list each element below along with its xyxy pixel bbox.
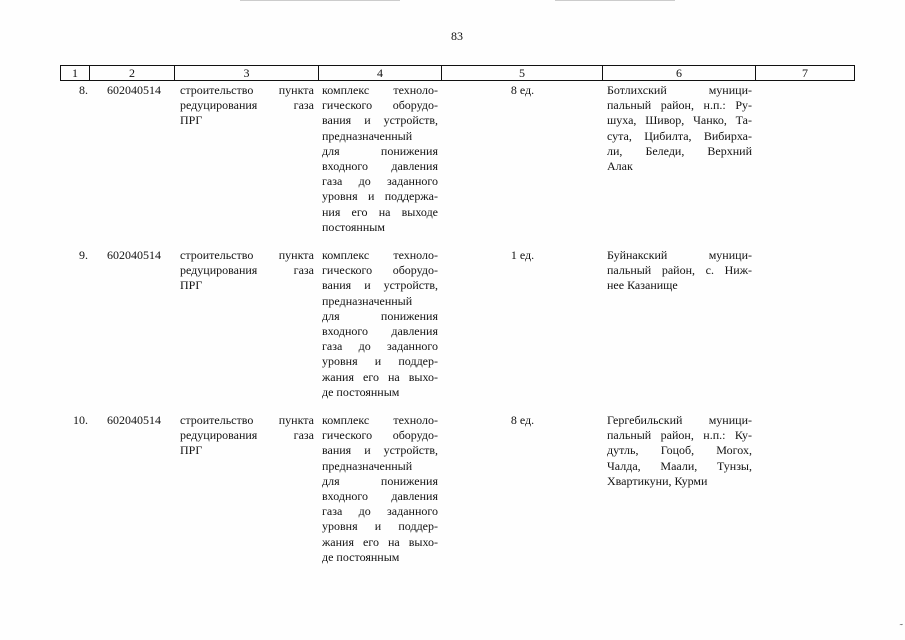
row-description-line: гического оборудо- [322,428,438,443]
row-location-line: пальный район, н.п.: Ру- [607,98,752,113]
row-location-line: сута, Цибилта, Вибирха- [607,128,752,143]
header-col-1: 1 [61,66,90,81]
row-description-line: жания его на выхо- [322,369,438,384]
row-description-line: предназначенный [322,293,413,308]
scan-edge-mark: ˜ [899,623,903,634]
row-description-line: де постоянным [322,549,400,564]
row-description-line: входного давления [322,324,438,339]
row-location-line: Хвартикуни, Курми [607,473,708,488]
row-object-line: ПРГ [180,113,203,128]
row-object [180,248,314,294]
row-description-line: де постоянным [322,384,400,399]
row-description [322,248,438,400]
row-object-line: редуцирования газа [180,428,314,443]
row-description-line: предназначенный [322,458,413,473]
row-description-line: для понижения [322,143,438,158]
row-code: 602040514 [107,83,161,97]
row-description-line: ния его на выходе [322,204,438,219]
row-description-line: уровня и поддержа- [322,189,438,204]
row-object [180,83,314,129]
row-object-line: строительство пункта [180,83,314,97]
row-description-line: газа до заданного [322,174,438,189]
row-location-line: ли, Беледи, Верхний [607,143,752,158]
row-quantity: 8 ед. [510,413,535,427]
row-description-line: газа до заданного [322,339,438,354]
row-object [180,413,314,459]
row-description-line: уровня и поддер- [322,354,438,369]
row-quantity: 8 ед. [510,83,535,97]
row-location [607,83,752,174]
row-object-line: строительство пункта [180,413,314,427]
header-col-5: 5 [442,66,603,81]
row-description-line: гического оборудо- [322,263,438,278]
row-description-line: постоянным [322,219,385,234]
header-col-7: 7 [756,66,855,81]
row-code: 602040514 [107,248,161,262]
row-description-line: гического оборудо- [322,98,438,113]
row-description-line: для понижения [322,473,438,488]
row-location [607,413,752,489]
row-location-line: Чалда, Маали, Тунзы, [607,458,752,473]
row-description [322,83,438,235]
row-description-line: вания и устройств, [322,278,438,293]
row-description-line: входного давления [322,489,438,504]
row-object-line: редуцирования газа [180,98,314,113]
row-object-line: строительство пункта [180,248,314,262]
scan-artifact-line [240,0,400,1]
row-location-line: пальный район, с. Ниж- [607,263,752,278]
row-number: 10. [73,413,88,427]
row-code: 602040514 [107,413,161,427]
row-number: 8. [79,83,88,97]
row-location-line: Гергебильский муници- [607,413,752,427]
row-description-line: уровня и поддер- [322,519,438,534]
row-object-line: редуцирования газа [180,263,314,278]
page-number: 83 [451,29,463,43]
row-location [607,248,752,294]
row-description-line: входного давления [322,159,438,174]
row-description [322,413,438,565]
scan-artifact-line [555,0,675,1]
header-col-6: 6 [603,66,756,81]
row-location-line: Ботлихский муници- [607,83,752,97]
row-location-line: пальный район, н.п.: Ку- [607,428,752,443]
header-col-4: 4 [319,66,442,81]
row-location-line: Алак [607,159,633,174]
row-number: 9. [79,248,88,262]
row-location-line: дутль, Гоцоб, Могох, [607,443,752,458]
row-location-line: шуха, Шивор, Чанко, Та- [607,113,752,128]
row-object-line: ПРГ [180,278,203,293]
row-location-line: нее Казанище [607,278,678,293]
row-description-line: предназначенный [322,128,413,143]
header-col-2: 2 [90,66,175,81]
row-description-line: жания его на выхо- [322,534,438,549]
row-description-line: вания и устройств, [322,443,438,458]
row-description-line: для понижения [322,308,438,323]
row-object-line: ПРГ [180,443,203,458]
row-quantity: 1 ед. [510,248,535,262]
row-description-line: комплекс техноло- [322,413,438,427]
row-description-line: комплекс техноло- [322,248,438,262]
header-col-3: 3 [175,66,319,81]
row-description-line: вания и устройств, [322,113,438,128]
table-header [60,65,855,81]
row-description-line: комплекс техноло- [322,83,438,97]
row-location-line: Буйнакский муници- [607,248,752,262]
row-description-line: газа до заданного [322,504,438,519]
